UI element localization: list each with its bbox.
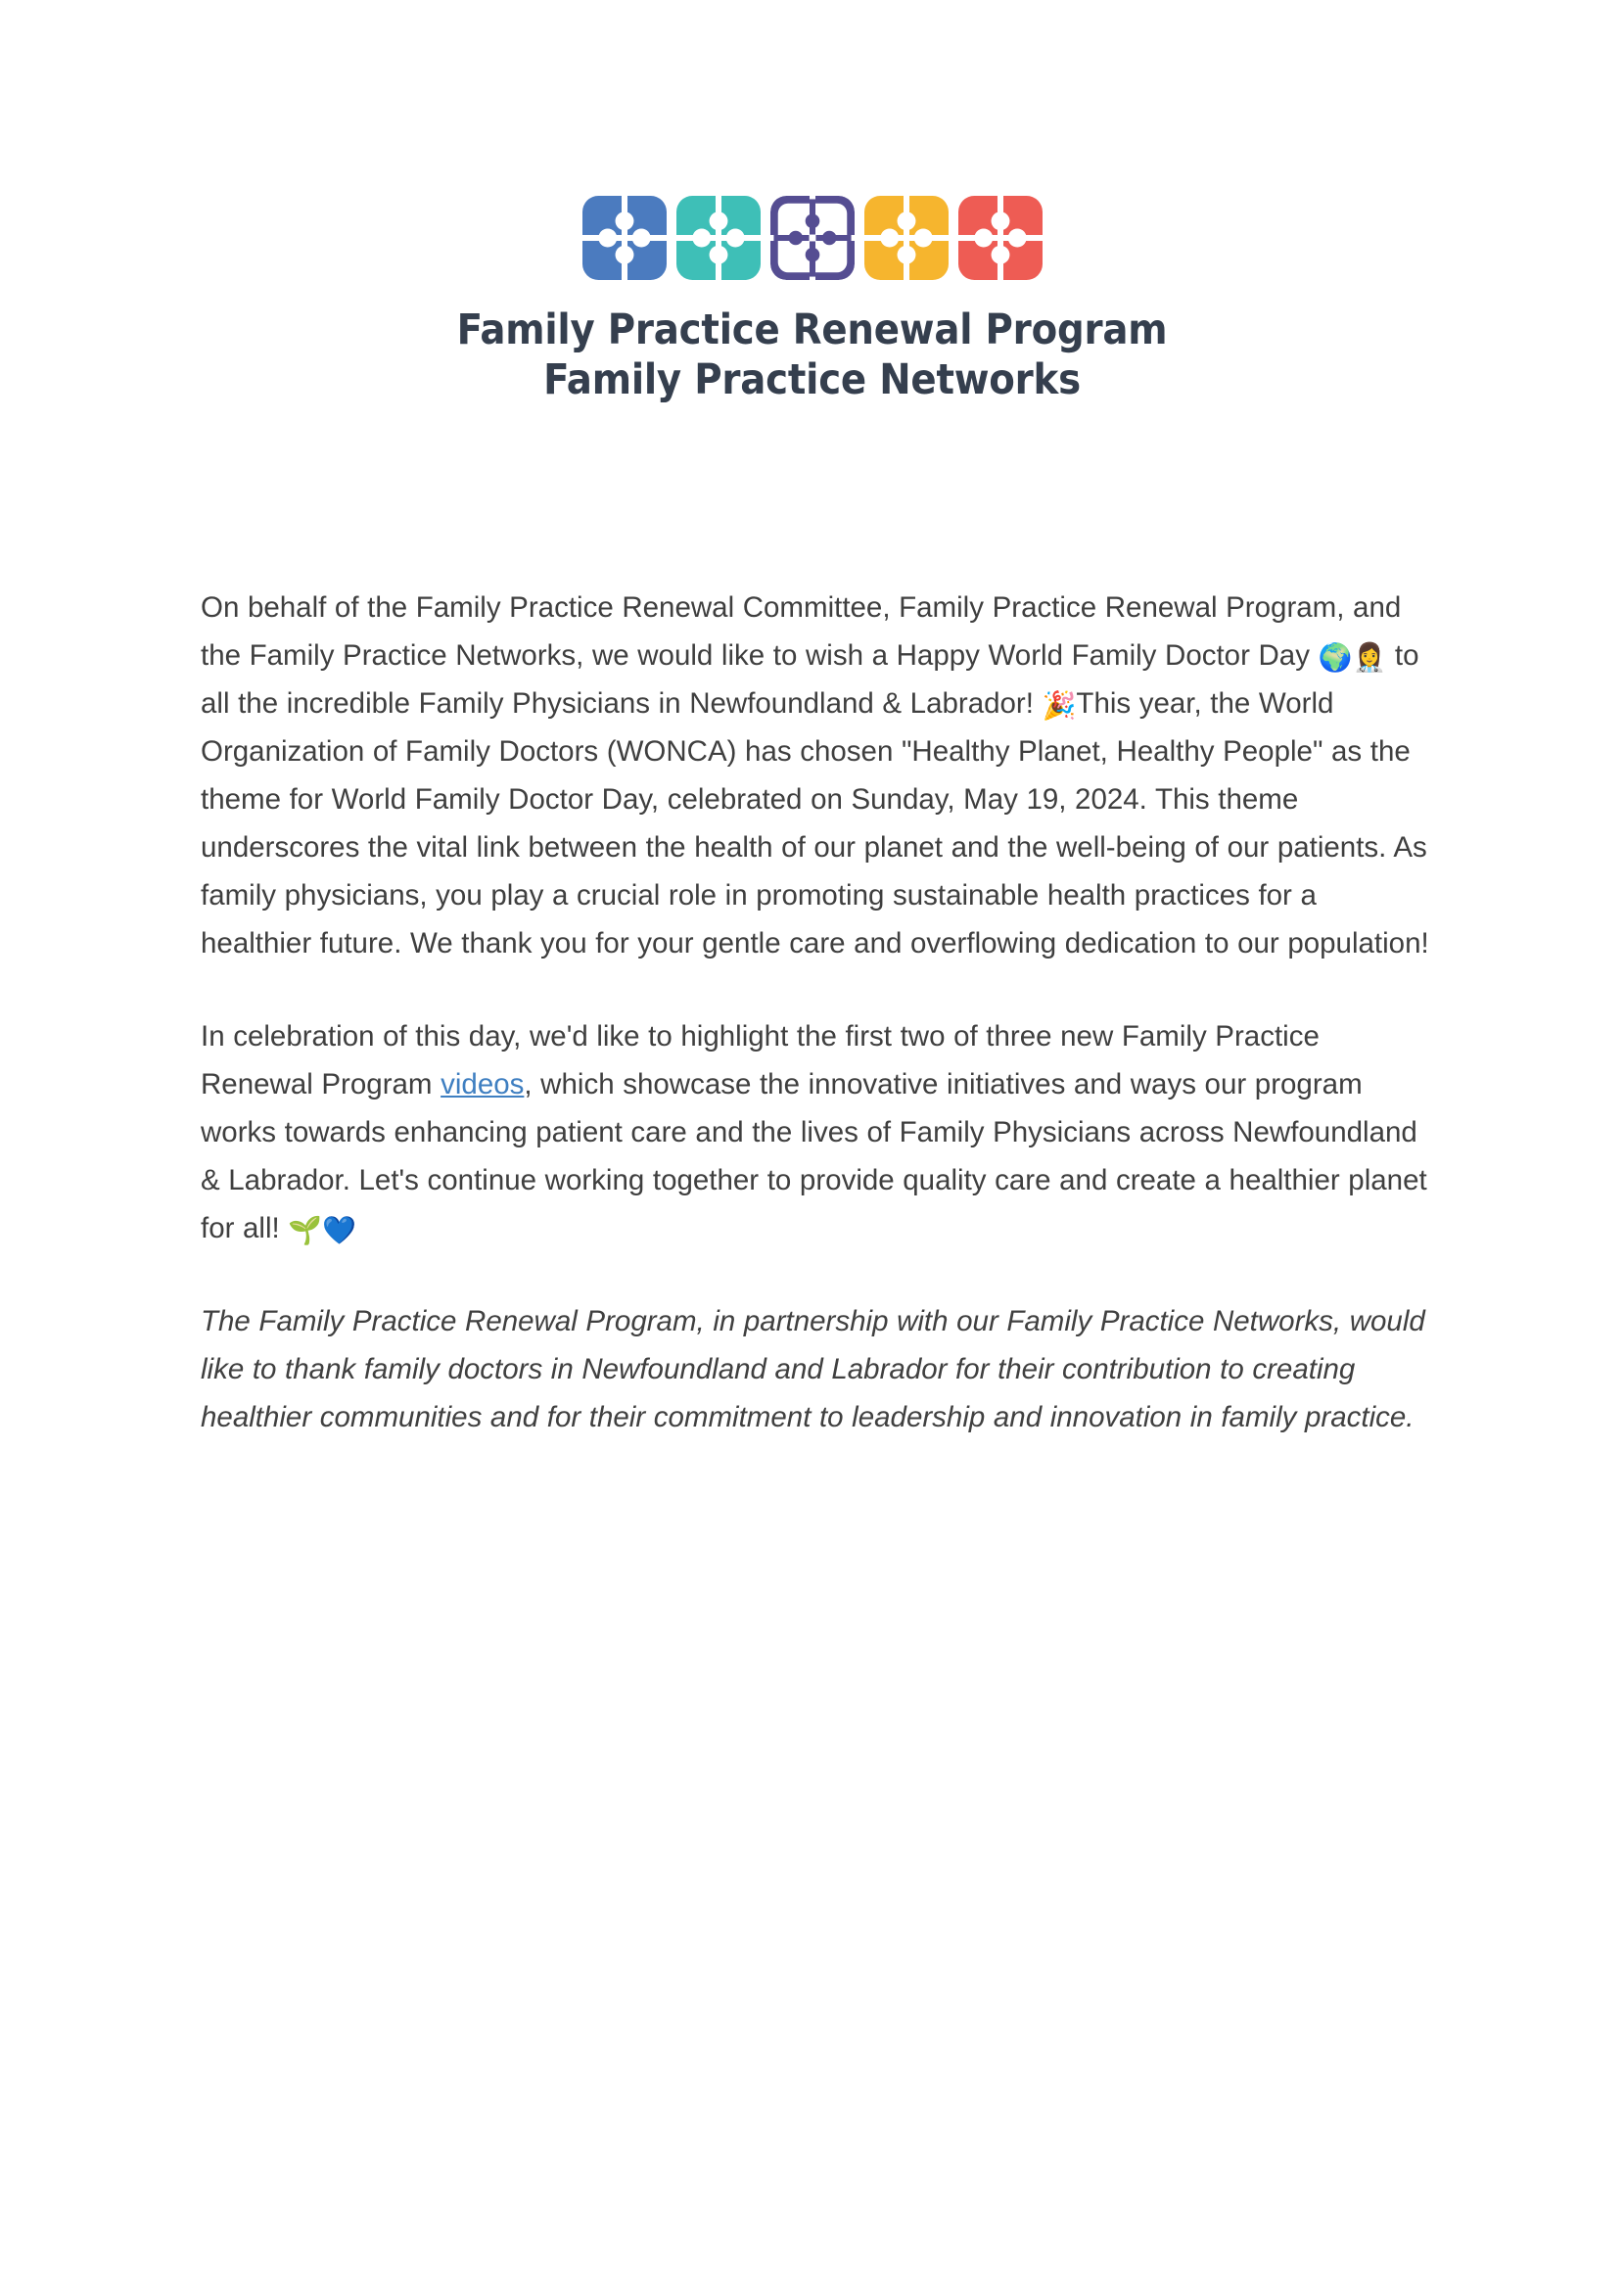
woman-health-worker-emoji: 👩‍⚕️ xyxy=(1352,641,1387,674)
blue-heart-emoji: 💙 xyxy=(322,1214,357,1246)
paragraph-videos xyxy=(201,1012,1430,1252)
paragraph-greeting xyxy=(201,584,1430,967)
paragraph-1-segment-2: to all the incredible Family Physicians in Newfoundland & Labrador! xyxy=(201,639,1419,720)
document-header xyxy=(0,0,1624,404)
logo-tile-purple xyxy=(770,196,855,280)
logo-tile-teal xyxy=(676,196,761,280)
logo-tile-yellow xyxy=(864,196,949,280)
videos-link[interactable]: videos xyxy=(441,1068,525,1100)
logo-title-line-2: Family Practice Networks xyxy=(543,354,1081,404)
paragraph-1-segment-1: On behalf of the Family Practice Renewal Committee, Family Practice Renewal Program, and the Family Practice Networks, we would like to wish a Happy World Family Doctor Day xyxy=(201,591,1402,672)
logo-mark xyxy=(0,196,1624,280)
party-popper-emoji: 🎉 xyxy=(1042,689,1077,722)
logo-wordmark xyxy=(0,305,1624,404)
logo-title-line-1: Family Practice Renewal Program xyxy=(456,305,1168,354)
paragraph-2-segment-2: , which showcase the innovative initiatives and ways our program works towards enhancing patient care and the lives of Family Physicians across Newfoundland & Labrador. Let's continue working together to provide quality care and create a healthier planet for all! xyxy=(201,1068,1427,1244)
paragraph-2-segment-1: In celebration of this day, we'd like to highlight the first two of three new Family Practice Renewal Program xyxy=(201,1020,1320,1100)
paragraph-thank-you: The Family Practice Renewal Program, in partnership with our Family Practice Networks, would like to thank family doctors in Newfoundland and Labrador for their contribution to creating healthier communities and for their commitment to leadership and innovation in family practice. xyxy=(201,1305,1425,1433)
seedling-emoji: 🌱 xyxy=(288,1214,323,1246)
logo-tile-blue xyxy=(582,196,667,280)
globe-emoji: 🌍 xyxy=(1318,641,1353,674)
logo-tile-coral xyxy=(958,196,1043,280)
document-body xyxy=(201,584,1430,1441)
paragraph-1-segment-3: This year, the World Organization of Family Doctors (WONCA) has chosen "Healthy Planet, Healthy People" as the theme for World Family Doctor Day, celebrated on Sunday, May 19, 2024. This theme underscores the vital link between the health of our planet and the well-being of our patients. As family physicians, you play a crucial role in promoting sustainable health practices for a healthier future. We thank you for your gentle care and overflowing dedication to our population! xyxy=(201,687,1429,959)
